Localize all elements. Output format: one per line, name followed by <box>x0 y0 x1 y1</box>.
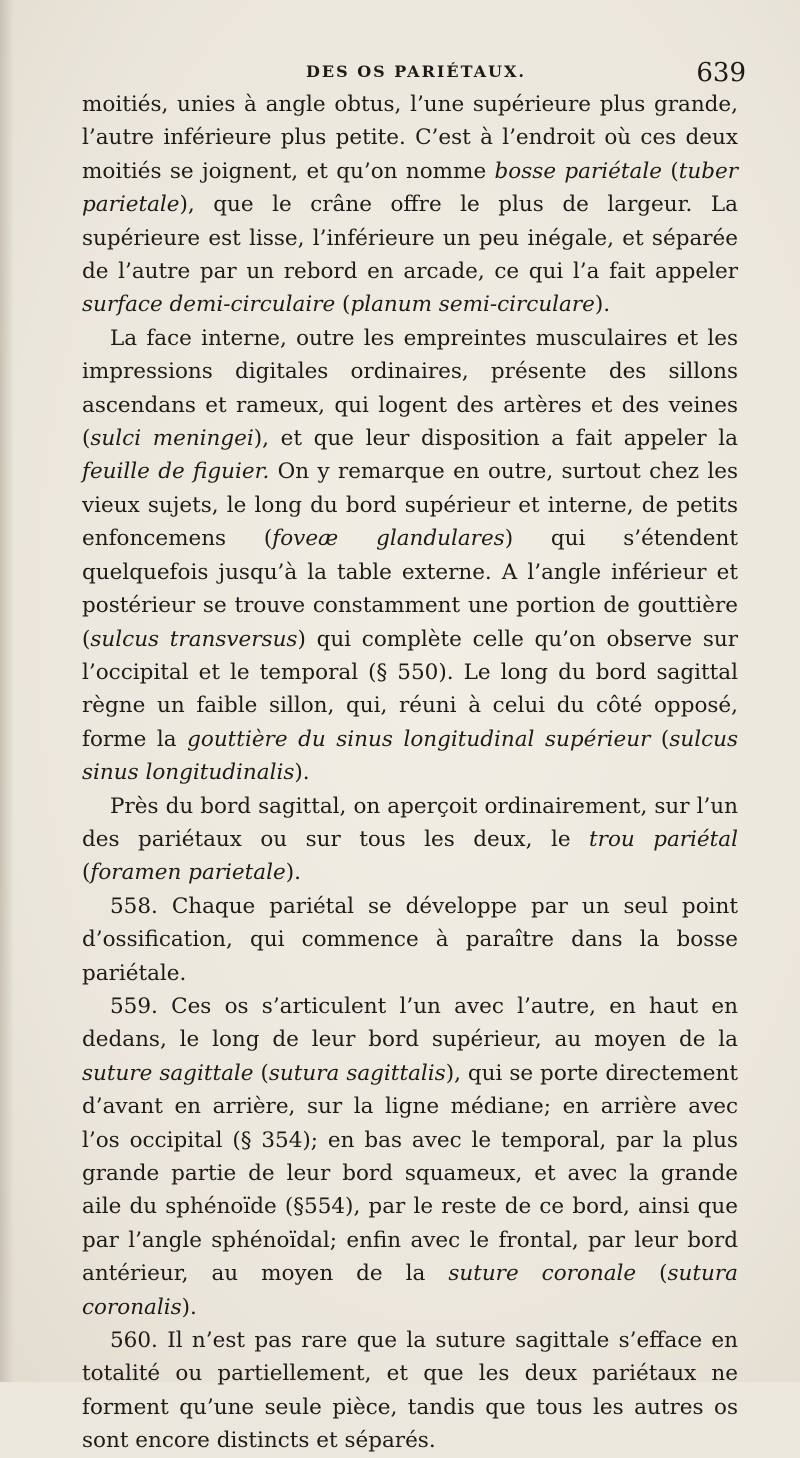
text-run: ( <box>650 726 670 752</box>
italic-term: foramen parietale <box>90 860 286 886</box>
text-run: ). <box>285 860 301 886</box>
italic-term: sulci meningei <box>90 426 254 452</box>
text-run: ) qui s’étendent quelquefois jusqu’à la table externe. A l’angle inférieur et postérieur se trouve constamment une portion de gouttière ( <box>82 526 738 652</box>
spine-shadow <box>0 0 14 1382</box>
text-run: ), que le crâne offre le plus de largeur. La supérieure est lisse, l’inférieure un peu inégale, et séparée de l’autre par un rebord en arcade, ce qui l’a fait appeler <box>82 192 738 285</box>
text-run: ( <box>636 1261 668 1287</box>
italic-term: sutura sagittalis <box>268 1060 446 1086</box>
text-run: ( <box>253 1060 269 1086</box>
text-run: ), qui se porte directement d’avant en arrière, sur la ligne médiane; en arrière avec l’os occipital (§ 354); en bas avec le temporal, par la plus grande partie de leur bord squameux, et avec la grande aile du sphénoïde (§554), par le reste de ce bord, ainsi que par l’angle sphénoïdal; enfin avec le frontal, par leur bord antérieur, au moyen de la <box>82 1060 739 1287</box>
italic-term: suture coronale <box>448 1261 637 1287</box>
italic-term: sutura coronalis <box>82 1261 738 1320</box>
paragraph <box>82 88 738 322</box>
text-run: ). <box>181 1294 197 1320</box>
running-title: DES OS PARIÉTAUX. <box>306 62 526 81</box>
italic-term: tuber parietale <box>82 158 738 218</box>
page-number: 639 <box>696 58 746 88</box>
italic-term: suture sagittale <box>82 1060 254 1086</box>
text-run: ). <box>594 292 611 318</box>
text-run: On y remarque en outre, surtout chez les vieux sujets, le long du bord supérieur et interne, de petits enfoncemens ( <box>82 459 739 552</box>
paragraph <box>82 890 738 990</box>
italic-term: planum semi-circulare <box>350 292 595 318</box>
paragraph <box>82 1324 738 1458</box>
italic-term: gouttière du sinus longitudinal supérieur <box>187 726 651 752</box>
text-run: ( <box>661 158 679 184</box>
text-run: moitiés, unies à angle obtus, l’une supérieure plus grande, l’autre inférieure plus petite. C’est à l’endroit où ces deux moitiés se joignent, et qu’on nomme <box>82 92 738 184</box>
text-run: 558. Chaque pariétal se développe par un seul point d’ossification, qui commence à paraître dans la bosse pariétale. <box>82 893 738 986</box>
running-head <box>86 58 746 92</box>
text-run: ( <box>335 292 351 318</box>
italic-term: feuille de figuier. <box>82 459 270 485</box>
text-run: Près du bord sagittal, on aperçoit ordinairement, sur l’un des pariétaux ou sur tous les deux, le <box>82 793 738 852</box>
text-run: 560. Il n’est pas rare que la suture sagittale s’efface en totalité ou partiellement, et que les deux pariétaux ne forment qu’une seule pièce, tandis que tous les autres os sont encore distincts et séparés. <box>82 1328 738 1454</box>
italic-term: sulcus transversus <box>90 626 298 652</box>
text-body <box>82 88 738 1458</box>
italic-term: surface demi-circulaire <box>82 292 336 318</box>
text-run: ( <box>82 860 91 886</box>
italic-term: sulcus sinus longitudinalis <box>82 726 738 786</box>
text-run: La face interne, outre les empreintes musculaires et les impressions digitales ordinaires, présente des sillons ascendans et rameux, qui logent des artères et des veines ( <box>82 325 738 452</box>
paragraph <box>82 990 738 1324</box>
text-run: ), et que leur disposition a fait appeler la <box>253 426 738 452</box>
paragraph <box>82 790 738 890</box>
italic-term: bosse pariétale <box>494 158 662 184</box>
paragraph <box>82 322 738 790</box>
text-run: ). <box>294 760 310 786</box>
text-run: 559. Ces os s’articulent l’un avec l’autre, en haut en dedans, le long de leur bord supérieur, au moyen de la <box>82 993 738 1053</box>
italic-term: foveæ glandulares <box>272 526 505 552</box>
italic-term: trou pariétal <box>589 826 738 852</box>
text-run: ) qui complète celle qu’on observe sur l’occipital et le temporal (§ 550). Le long du bord sagittal règne un faible sillon, qui, réuni à celui du côté opposé, forme la <box>82 626 738 752</box>
